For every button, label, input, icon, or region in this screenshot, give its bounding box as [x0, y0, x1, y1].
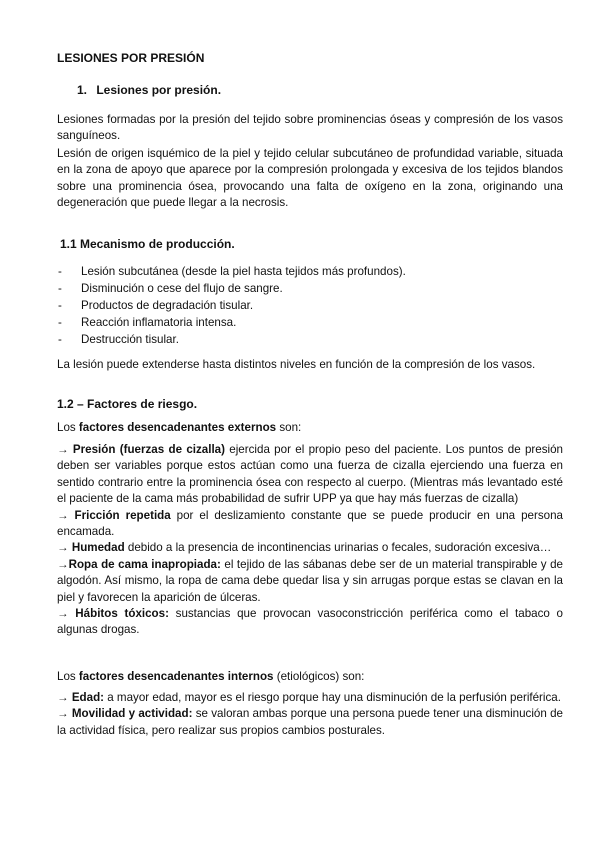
section-1-1-closing: La lesión puede extenderse hasta distintos niveles en función de la compresión de los vasos.: [57, 358, 536, 371]
document-title: LESIONES POR PRESIÓN: [57, 51, 205, 65]
internal-factors-intro: Los factores desencadenantes internos (etiológicos) son:: [57, 670, 365, 683]
list-item: - Productos de degradación tisular.: [58, 299, 254, 312]
external-factors-list: [57, 442, 563, 639]
factor-item: → Fricción repetida por el deslizamiento constante que se puede producir en una persona encamada.: [57, 508, 563, 539]
list-item: - Lesión subcutánea (desde la piel hasta tejidos más profundos).: [58, 265, 406, 278]
section-1-heading: [77, 82, 583, 98]
section-1-2-heading: 1.2 – Factores de riesgo.: [57, 397, 198, 411]
factor-item: → Humedad debido a la presencia de incontinencias urinarias o fecales, sudoración excesiva…: [57, 541, 552, 555]
internal-factors-list: [57, 690, 563, 739]
factor-item: →Ropa de cama inapropiada: el tejido de las sábanas debe ser de un material transpirable y de algodón. Así mismo, la ropa de cama debe quedar lisa y sin arrugas porque estas se clavan en la piel y favorecen la aparición de úlceras.: [57, 557, 564, 604]
factor-item: → Movilidad y actividad: se valoran ambas porque una persona puede tener una disminución de la actividad física, pero realizar sus propios cambios posturales.: [57, 707, 563, 737]
list-item: - Reacción inflamatoria intensa.: [58, 316, 237, 329]
list-item: - Disminución o cese del flujo de sangre.: [58, 282, 283, 295]
factor-item: → Presión (fuerzas de cizalla) ejercida por el propio peso del paciente. Los puntos de presión deben ser variables porque estos actúan como una fuerza de cizalla ejerciendo una fuerza en sentido contrario entre la prominencia ósea con respecto al cuerpo. (Mientras más levantado esté el paciente de la cama más probabilidad de sufrir UPP ya que hay más fuerzas de cizalla): [57, 443, 563, 506]
mechanism-list: [57, 264, 563, 349]
section-1-heading-text: Lesiones por presión.: [96, 83, 222, 97]
section-1-number: 1.: [77, 83, 88, 97]
section-1-1-heading: 1.1 Mecanismo de producción.: [60, 237, 235, 251]
factor-item: → Hábitos tóxicos: sustancias que provocan vasoconstricción periférica como el tabaco o algunas drogas.: [57, 607, 563, 637]
section-1-paragraph-2: Lesión de origen isquémico de la piel y tejido celular subcutáneo de profundidad variable, situada en la zona de apoyo que aparece por la compresión prolongada y excesiva de los tejidos blandos sobre una prominencia ósea, provocando una falta de oxígeno en la zona, originando una degeneración que puede llegar a la necrosis.: [57, 147, 563, 210]
list-item: - Destrucción tisular.: [58, 333, 179, 346]
factor-item: → Edad: a mayor edad, mayor es el riesgo porque hay una disminución de la perfusión periférica.: [57, 691, 561, 704]
section-1-paragraph-1: Lesiones formadas por la presión del tejido sobre prominencias óseas y compresión de los vasos sanguíneos.: [57, 113, 563, 143]
external-factors-intro: Los factores desencadenantes externos son:: [57, 421, 302, 434]
